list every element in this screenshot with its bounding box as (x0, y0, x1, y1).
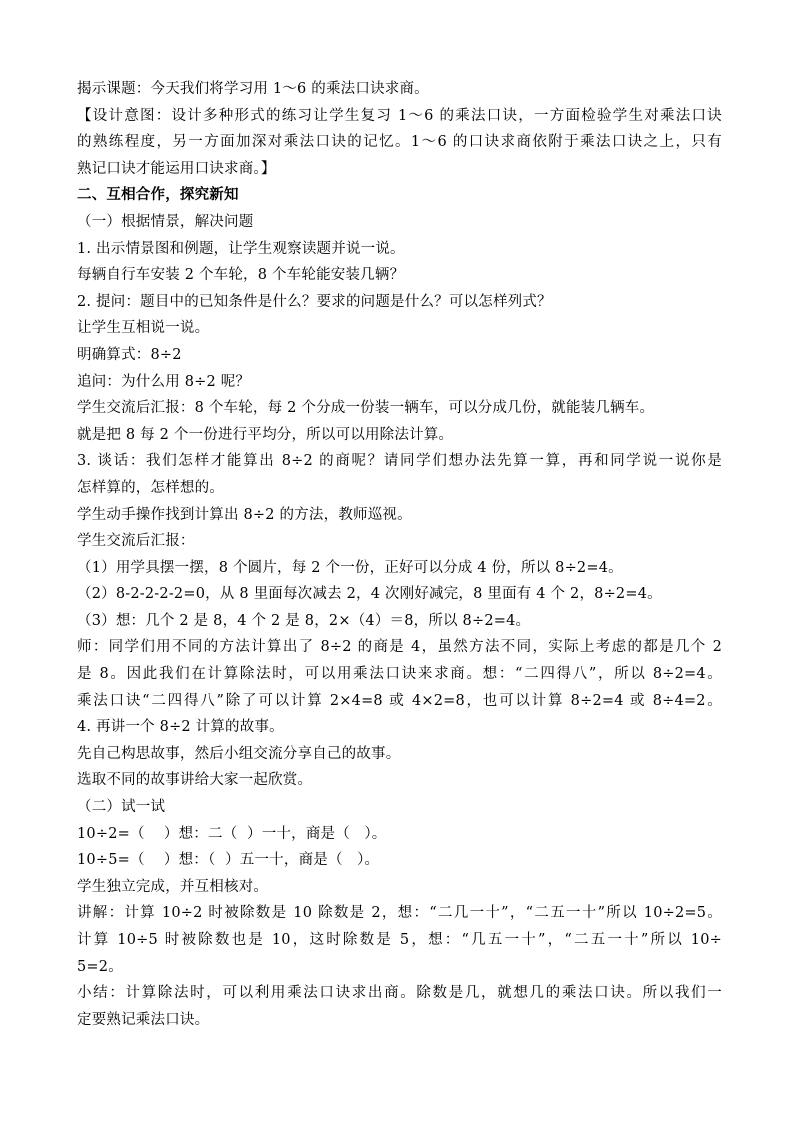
exercise-line: 10÷2=（ ）想：二（ ）一十，商是（ ）。 (77, 825, 387, 842)
design-intent-line: 的熟练程度，另一方面加深对乘法口诀的记忆。1～6 的口诀求商依附于乘法口诀之上，只有 (77, 134, 722, 151)
text-line: 每辆自行车安装 2 个车轮，8 个车轮能安装几辆？ (77, 267, 405, 284)
text-line: 学生动手操作找到计算出 8÷2 的方法，教师巡视。 (77, 506, 412, 523)
text-line: 是 8。因此我们在计算除法时，可以用乘法口诀来求商。想：“二四得八”，所以 8÷2=4。 (77, 666, 722, 683)
section-heading: 二、互相合作，探究新知 (77, 186, 239, 204)
text-line: 怎样算的，怎样想的。 (77, 479, 224, 496)
text-line: 2. 提问：题目中的已知条件是什么？要求的问题是什么？可以怎样列式？ (77, 293, 552, 310)
text-line: 先自己构思故事，然后小组交流分享自己的故事。 (77, 745, 401, 762)
text-line: 选取不同的故事讲给大家一起欣赏。 (77, 772, 313, 789)
summary-line: 小结：计算除法时，可以利用乘法口诀求出商。除数是几，就想几的乘法口诀。所以我们一 (77, 985, 722, 1002)
summary-line: 定要熟记乘法口诀。 (77, 1011, 210, 1028)
text-line: 学生交流后汇报：8 个车轮，每 2 个分成一份装一辆车，可以分成几份，就能装几辆车。 (77, 400, 655, 417)
text-line: 师：同学们用不同的方法计算出了 8÷2 的商是 4，虽然方法不同，实际上考虑的都是几个 2 (77, 639, 722, 656)
subsection-heading: （一）根据情景，解决问题 (77, 213, 254, 230)
subsection-heading: （二）试一试 (77, 799, 166, 816)
exercise-line: 10÷5=（ ）想：（ ）五一十，商是（ ）。 (77, 852, 380, 869)
text-line: （3）想：几个 2 是 8，4 个 2 是 8，2×（4）＝8，所以 8÷2=4。 (77, 612, 531, 629)
text-line: 计算 10÷5 时被除数也是 10，这时除数是 5，想：“几五一十”，“二五一十”所以 10÷ (77, 932, 722, 948)
text-line: 就是把 8 每 2 个一份进行平均分，所以可以用除法计算。 (77, 426, 454, 443)
text-line: 1. 出示情景图和例题，让学生观察读题并说一说。 (77, 240, 405, 257)
text-line: 5=2。 (77, 958, 123, 975)
text-line: 乘法口诀“二四得八”除了可以计算 2×4=8 或 4×2=8，也可以计算 8÷2=4 或 8÷4=2。 (77, 692, 722, 709)
text-line: 让学生互相说一说。 (77, 320, 210, 337)
text-line: 3. 谈话：我们怎样才能算出 8÷2 的商呢？请同学们想办法先算一算，再和同学说一说你是 (77, 453, 722, 470)
text-line: （1）用学具摆一摆，8 个圆片，每 2 个一份，正好可以分成 4 份，所以 8÷2=4。 (77, 559, 623, 576)
design-intent-line: 【设计意图：设计多种形式的练习让学生复习 1～6 的乘法口诀，一方面检验学生对乘法口诀 (77, 107, 722, 124)
text-line: 学生独立完成，并互相核对。 (77, 878, 269, 895)
text-line: 揭示课题：今天我们将学习用 1～6 的乘法口诀求商。 (77, 81, 429, 97)
text-line: （2）8-2-2-2-2=0，从 8 里面每次减去 2，4 次刚好减完，8 里面有 4 个 2，8÷2=4。 (77, 586, 662, 603)
text-line: 讲解：计算 10÷2 时被除数是 10 除数是 2，想：“二几一十”，“二五一十”所以 10÷2=5。 (77, 905, 722, 922)
text-line: 追问：为什么用 8÷2 呢？ (77, 373, 251, 390)
text-line: 明确算式：8÷2 (77, 346, 182, 363)
text-line: 4. 再讲一个 8÷2 计算的故事。 (77, 719, 284, 736)
text-line: 学生交流后汇报： (77, 533, 195, 550)
document-page (77, 76, 722, 1033)
design-intent-line: 熟记口诀才能运用口诀求商。】 (77, 160, 276, 177)
